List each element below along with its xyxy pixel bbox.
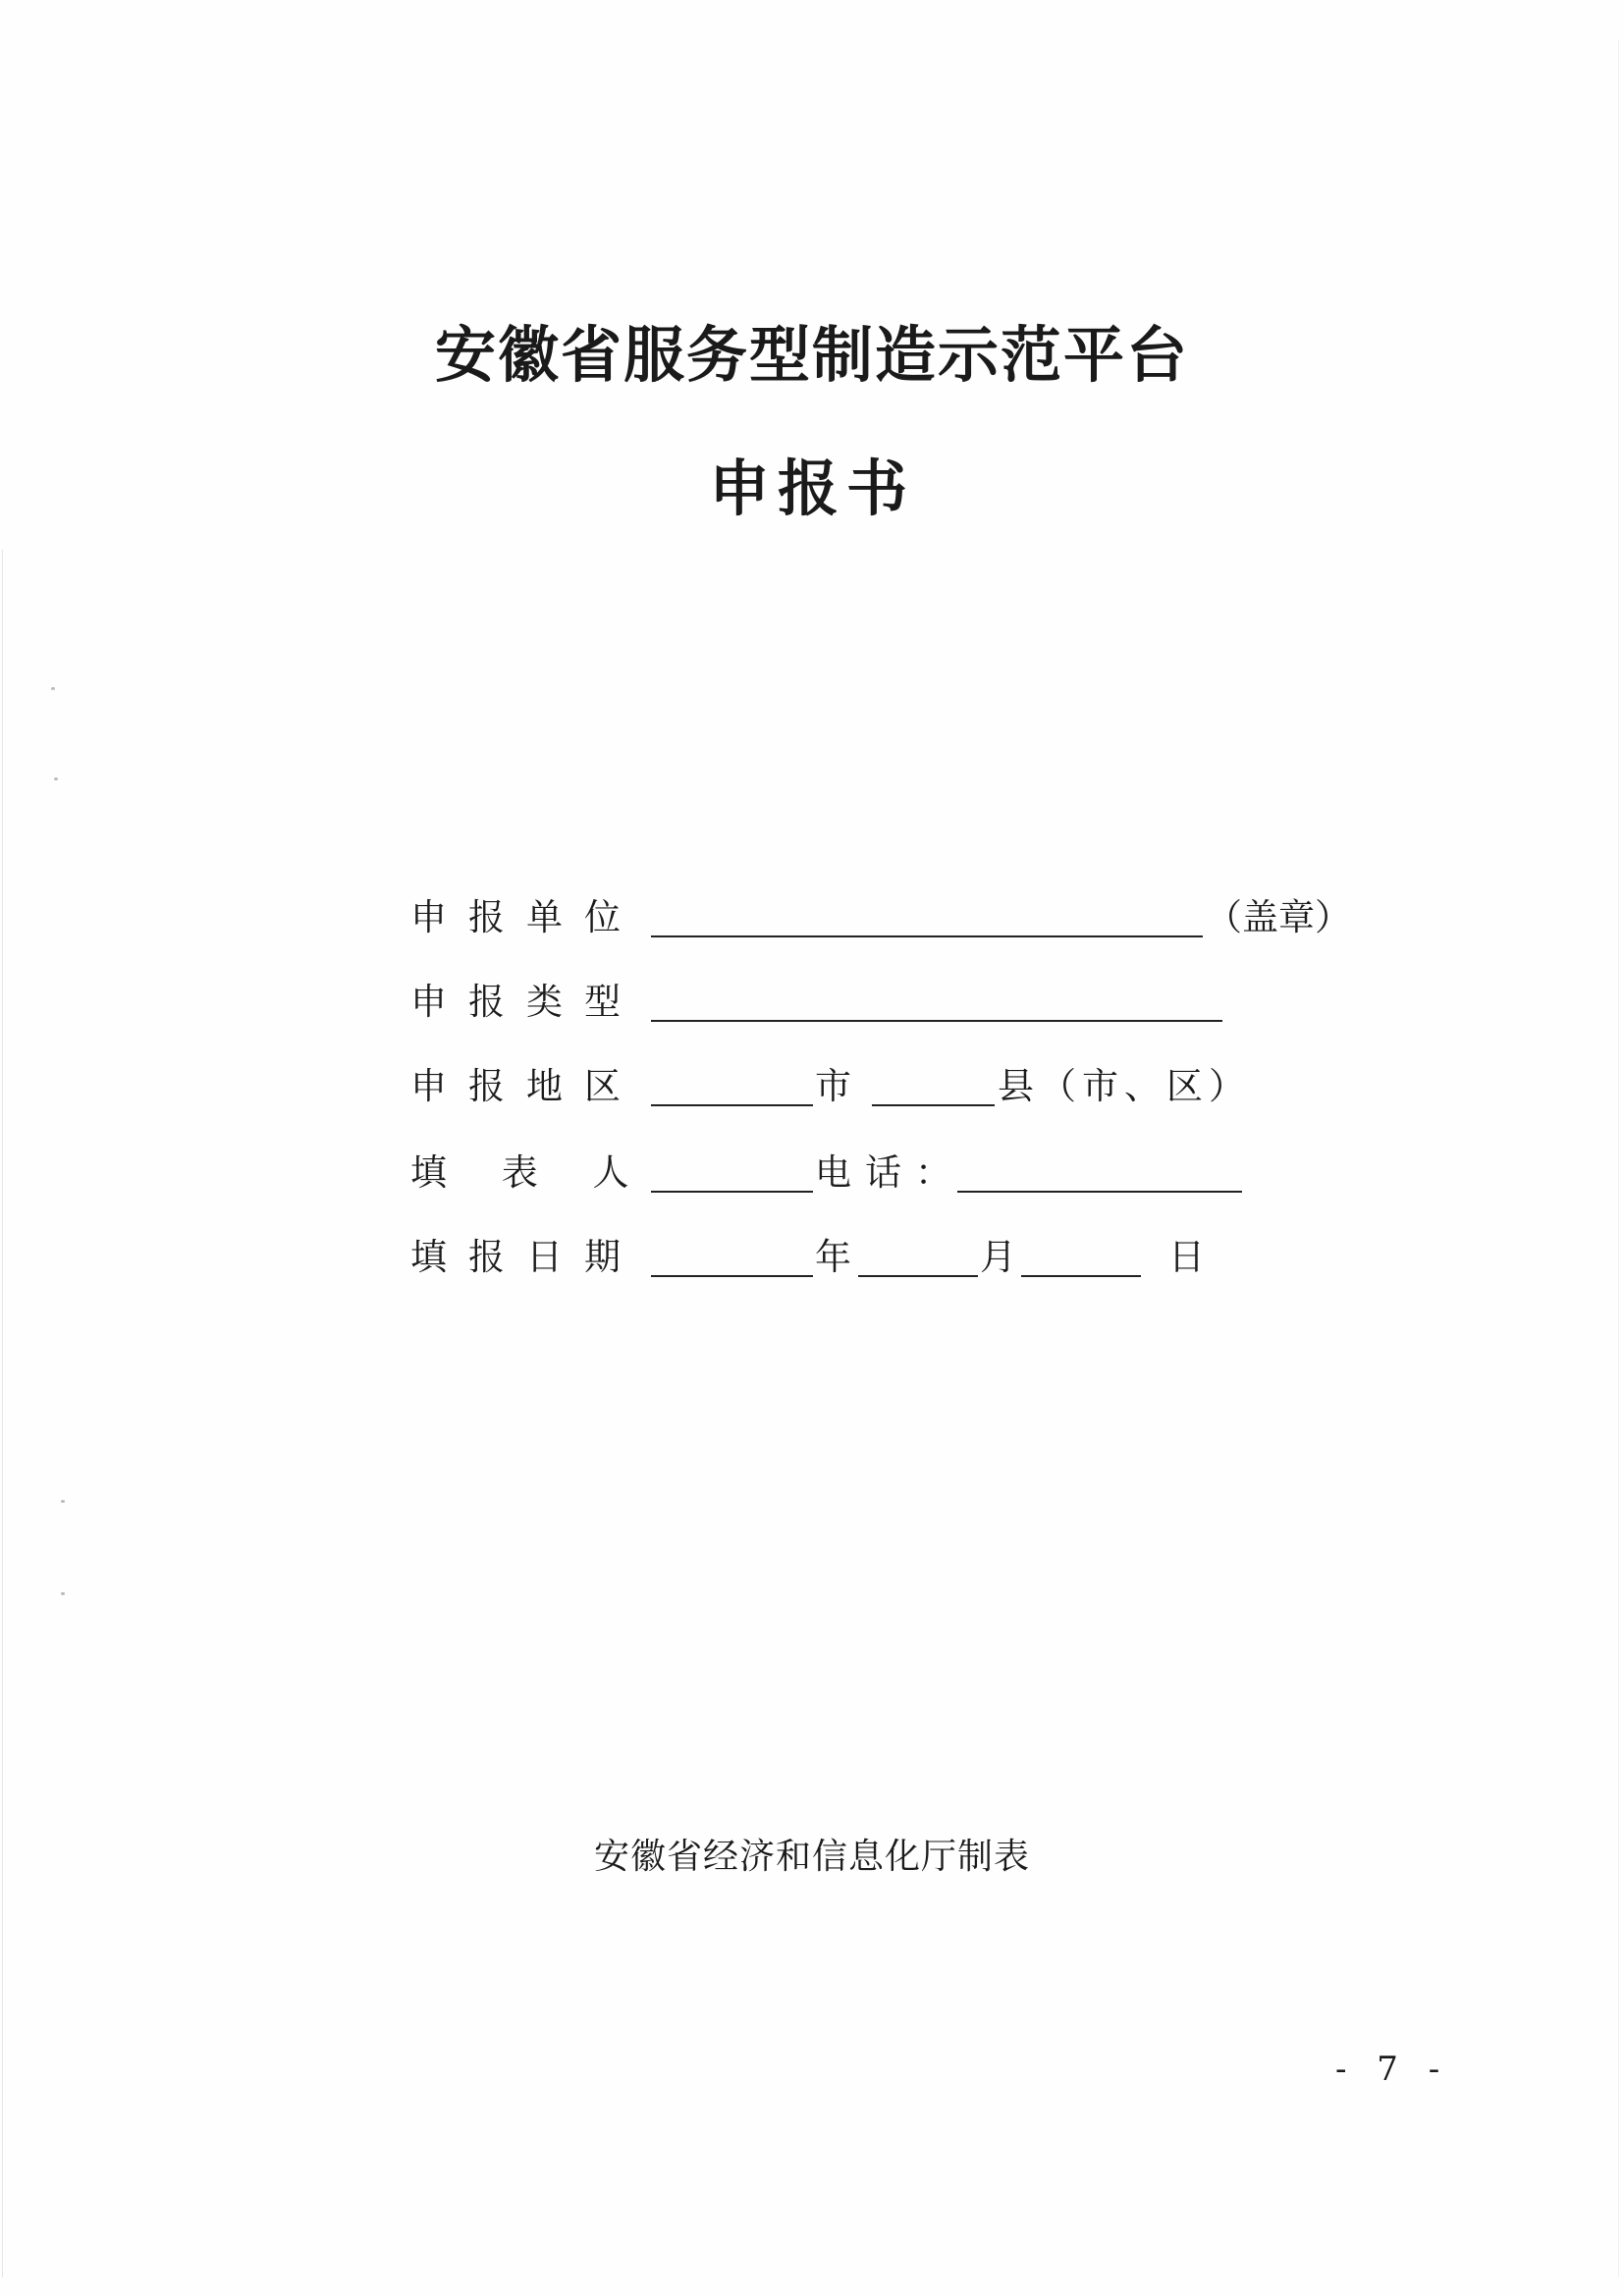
type-input-line[interactable] <box>651 1020 1222 1022</box>
phone-input-line[interactable] <box>957 1191 1242 1193</box>
date-year-input-line[interactable] <box>651 1275 813 1277</box>
field-row-unit <box>410 888 1373 947</box>
region-county-input-line[interactable] <box>872 1104 995 1106</box>
date-year-suffix: 年 <box>815 1236 851 1278</box>
date-day-input-line[interactable] <box>1021 1275 1141 1277</box>
field-row-filler <box>410 1144 1373 1202</box>
scan-edge-left <box>2 550 3 2277</box>
scan-speck <box>61 1592 65 1595</box>
phone-label: 电话： <box>815 1151 965 1194</box>
page-number: - 7 - <box>1335 2050 1450 2089</box>
region-label: 申报地区 <box>410 1065 642 1107</box>
region-city-suffix: 市 <box>815 1065 851 1107</box>
region-county-suffix: 县（市、区） <box>998 1065 1251 1107</box>
region-city-input-line[interactable] <box>651 1104 813 1106</box>
issuer-footer: 安徽省经济和信息化厅制表 <box>593 1837 1030 1877</box>
filler-label: 填 表 人 <box>410 1151 651 1194</box>
unit-label: 申报单位 <box>410 896 642 938</box>
type-label: 申报类型 <box>410 981 642 1023</box>
scan-speck <box>54 777 58 780</box>
date-month-input-line[interactable] <box>858 1275 978 1277</box>
field-row-date <box>410 1228 1373 1287</box>
field-row-type <box>410 973 1373 1032</box>
unit-input-line[interactable] <box>651 935 1203 937</box>
date-day-suffix: 日 <box>1168 1236 1205 1278</box>
document-title: 安徽省服务型制造示范平台 <box>434 319 1189 391</box>
date-label: 填报日期 <box>410 1236 642 1278</box>
field-row-region <box>410 1057 1373 1116</box>
scan-speck <box>61 1500 65 1503</box>
unit-seal-suffix: （盖章） <box>1206 896 1351 938</box>
filler-input-line[interactable] <box>651 1191 813 1193</box>
date-month-suffix: 月 <box>980 1236 1016 1278</box>
document-subtitle: 申报书 <box>708 453 915 524</box>
scan-speck <box>51 687 55 690</box>
